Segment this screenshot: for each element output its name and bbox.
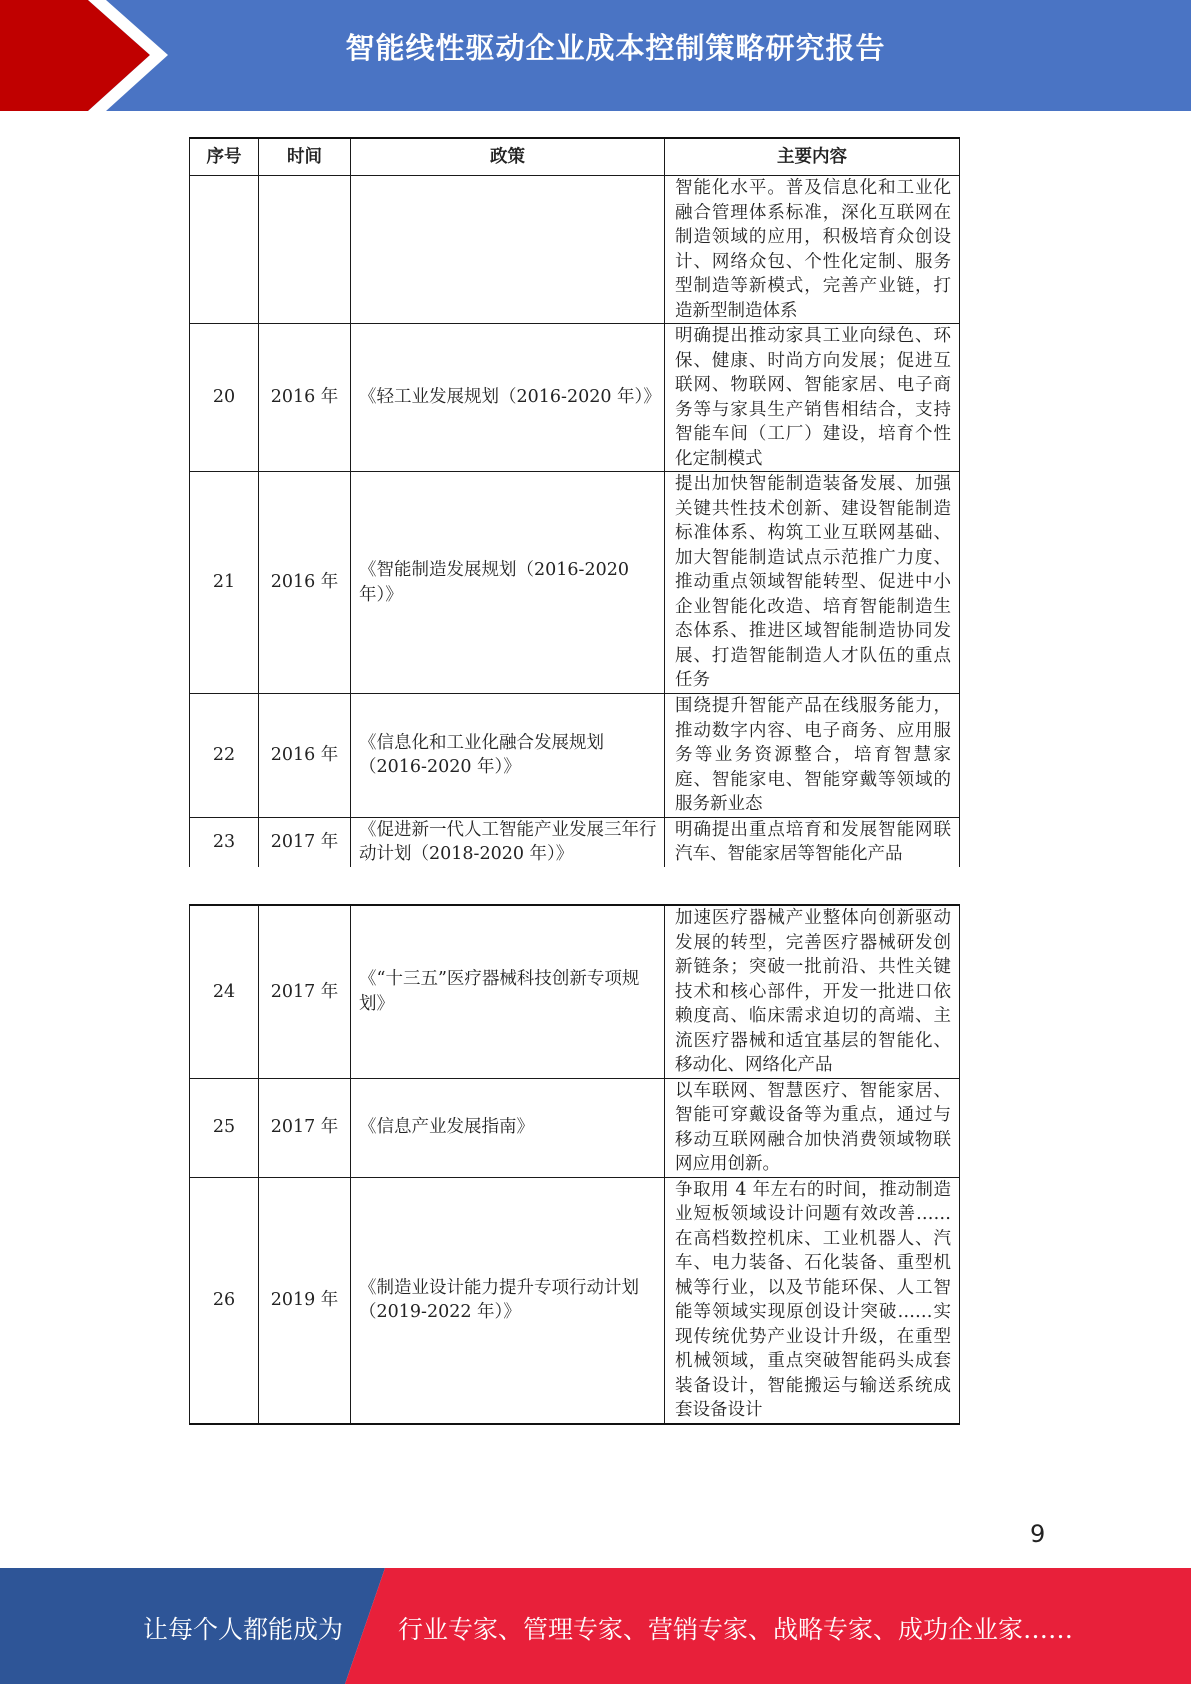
row-no bbox=[190, 176, 259, 324]
row-policy: 《智能制造发展规划（2016-2020 年）》 bbox=[351, 472, 665, 694]
table-row bbox=[190, 1078, 960, 1177]
table-row bbox=[190, 324, 960, 472]
table-row bbox=[190, 694, 960, 818]
report-title: 智能线性驱动企业成本控制策略研究报告 bbox=[345, 31, 886, 65]
row-year: 2019 年 bbox=[259, 1177, 351, 1424]
row-year: 2016 年 bbox=[259, 694, 351, 818]
header-policy: 政策 bbox=[351, 138, 665, 176]
row-year: 2017 年 bbox=[259, 1078, 351, 1177]
row-year: 2017 年 bbox=[259, 817, 351, 867]
policy-table-part1 bbox=[189, 137, 960, 867]
policy-table-part2 bbox=[189, 904, 960, 1425]
page-footer bbox=[0, 1568, 1191, 1684]
row-no: 23 bbox=[190, 817, 259, 867]
table-row bbox=[190, 905, 960, 1078]
header-content: 主要内容 bbox=[665, 138, 960, 176]
row-year: 2017 年 bbox=[259, 905, 351, 1078]
header-year: 时间 bbox=[259, 138, 351, 176]
table-row bbox=[190, 817, 960, 867]
row-no: 22 bbox=[190, 694, 259, 818]
row-policy: 《信息化和工业化融合发展规划（2016-2020 年）》 bbox=[351, 694, 665, 818]
footer-slogan-left: 让每个人都能成为 bbox=[143, 1615, 344, 1644]
row-year: 2016 年 bbox=[259, 472, 351, 694]
table-header-row bbox=[190, 138, 960, 176]
row-content: 提出加快智能制造装备发展、加强关键共性技术创新、建设智能制造标准体系、构筑工业互联网基础、加大智能制造试点示范推广力度、推动重点领域智能转型、促进中小企业智能化改造、培育智能制造生态体系、推进区域智能制造协同发展、打造智能制造人才队伍的重点任务 bbox=[665, 472, 960, 694]
row-no: 25 bbox=[190, 1078, 259, 1177]
row-content: 智能化水平。普及信息化和工业化融合管理体系标准，深化互联网在制造领域的应用，积极培育众创设计、网络众包、个性化定制、服务型制造等新模式，完善产业链，打造新型制造体系 bbox=[665, 176, 960, 324]
row-content: 明确提出推动家具工业向绿色、环保、健康、时尚方向发展；促进互联网、物联网、智能家居、电子商务等与家具生产销售相结合，支持智能车间（工厂）建设，培育个性化定制模式 bbox=[665, 324, 960, 472]
row-no: 21 bbox=[190, 472, 259, 694]
row-policy: 《制造业设计能力提升专项行动计划（2019-2022 年）》 bbox=[351, 1177, 665, 1424]
row-content: 明确提出重点培育和发展智能网联汽车、智能家居等智能化产品 bbox=[665, 817, 960, 867]
row-content: 围绕提升智能产品在线服务能力，推动数字内容、电子商务、应用服务等业务资源整合，培育智慧家庭、智能家电、智能穿戴等领域的服务新业态 bbox=[665, 694, 960, 818]
page-header bbox=[0, 0, 1191, 111]
page-number: 9 bbox=[1030, 1520, 1046, 1548]
header-no: 序号 bbox=[190, 138, 259, 176]
table-row bbox=[190, 472, 960, 694]
row-policy: 《“十三五”医疗器械科技创新专项规划》 bbox=[351, 905, 665, 1078]
row-year: 2016 年 bbox=[259, 324, 351, 472]
table-row bbox=[190, 1177, 960, 1424]
row-no: 24 bbox=[190, 905, 259, 1078]
row-policy bbox=[351, 176, 665, 324]
table-row bbox=[190, 176, 960, 324]
row-content: 争取用 4 年左右的时间，推动制造业短板领域设计问题有效改善……在高档数控机床、工业机器人、汽车、电力装备、石化装备、重型机械等行业，以及节能环保、人工智能等领域实现原创设计突破……实现传统优势产业设计升级，在重型机械领域，重点突破智能码头成套装备设计，智能搬运与输送系统成套设备设计 bbox=[665, 1177, 960, 1424]
row-content: 加速医疗器械产业整体向创新驱动发展的转型，完善医疗器械研发创新链条；突破一批前沿、共性关键技术和核心部件，开发一批进口依赖度高、临床需求迫切的高端、主流医疗器械和适宜基层的智能化、移动化、网络化产品 bbox=[665, 905, 960, 1078]
row-no: 20 bbox=[190, 324, 259, 472]
row-year bbox=[259, 176, 351, 324]
row-no: 26 bbox=[190, 1177, 259, 1424]
footer-slogan-right: 行业专家、管理专家、营销专家、战略专家、成功企业家…… bbox=[398, 1615, 1074, 1644]
row-policy: 《轻工业发展规划（2016-2020 年）》 bbox=[351, 324, 665, 472]
row-policy: 《信息产业发展指南》 bbox=[351, 1078, 665, 1177]
row-policy: 《促进新一代人工智能产业发展三年行动计划（2018-2020 年）》 bbox=[351, 817, 665, 867]
row-content: 以车联网、智慧医疗、智能家居、智能可穿戴设备等为重点，通过与移动互联网融合加快消费领域物联网应用创新。 bbox=[665, 1078, 960, 1177]
